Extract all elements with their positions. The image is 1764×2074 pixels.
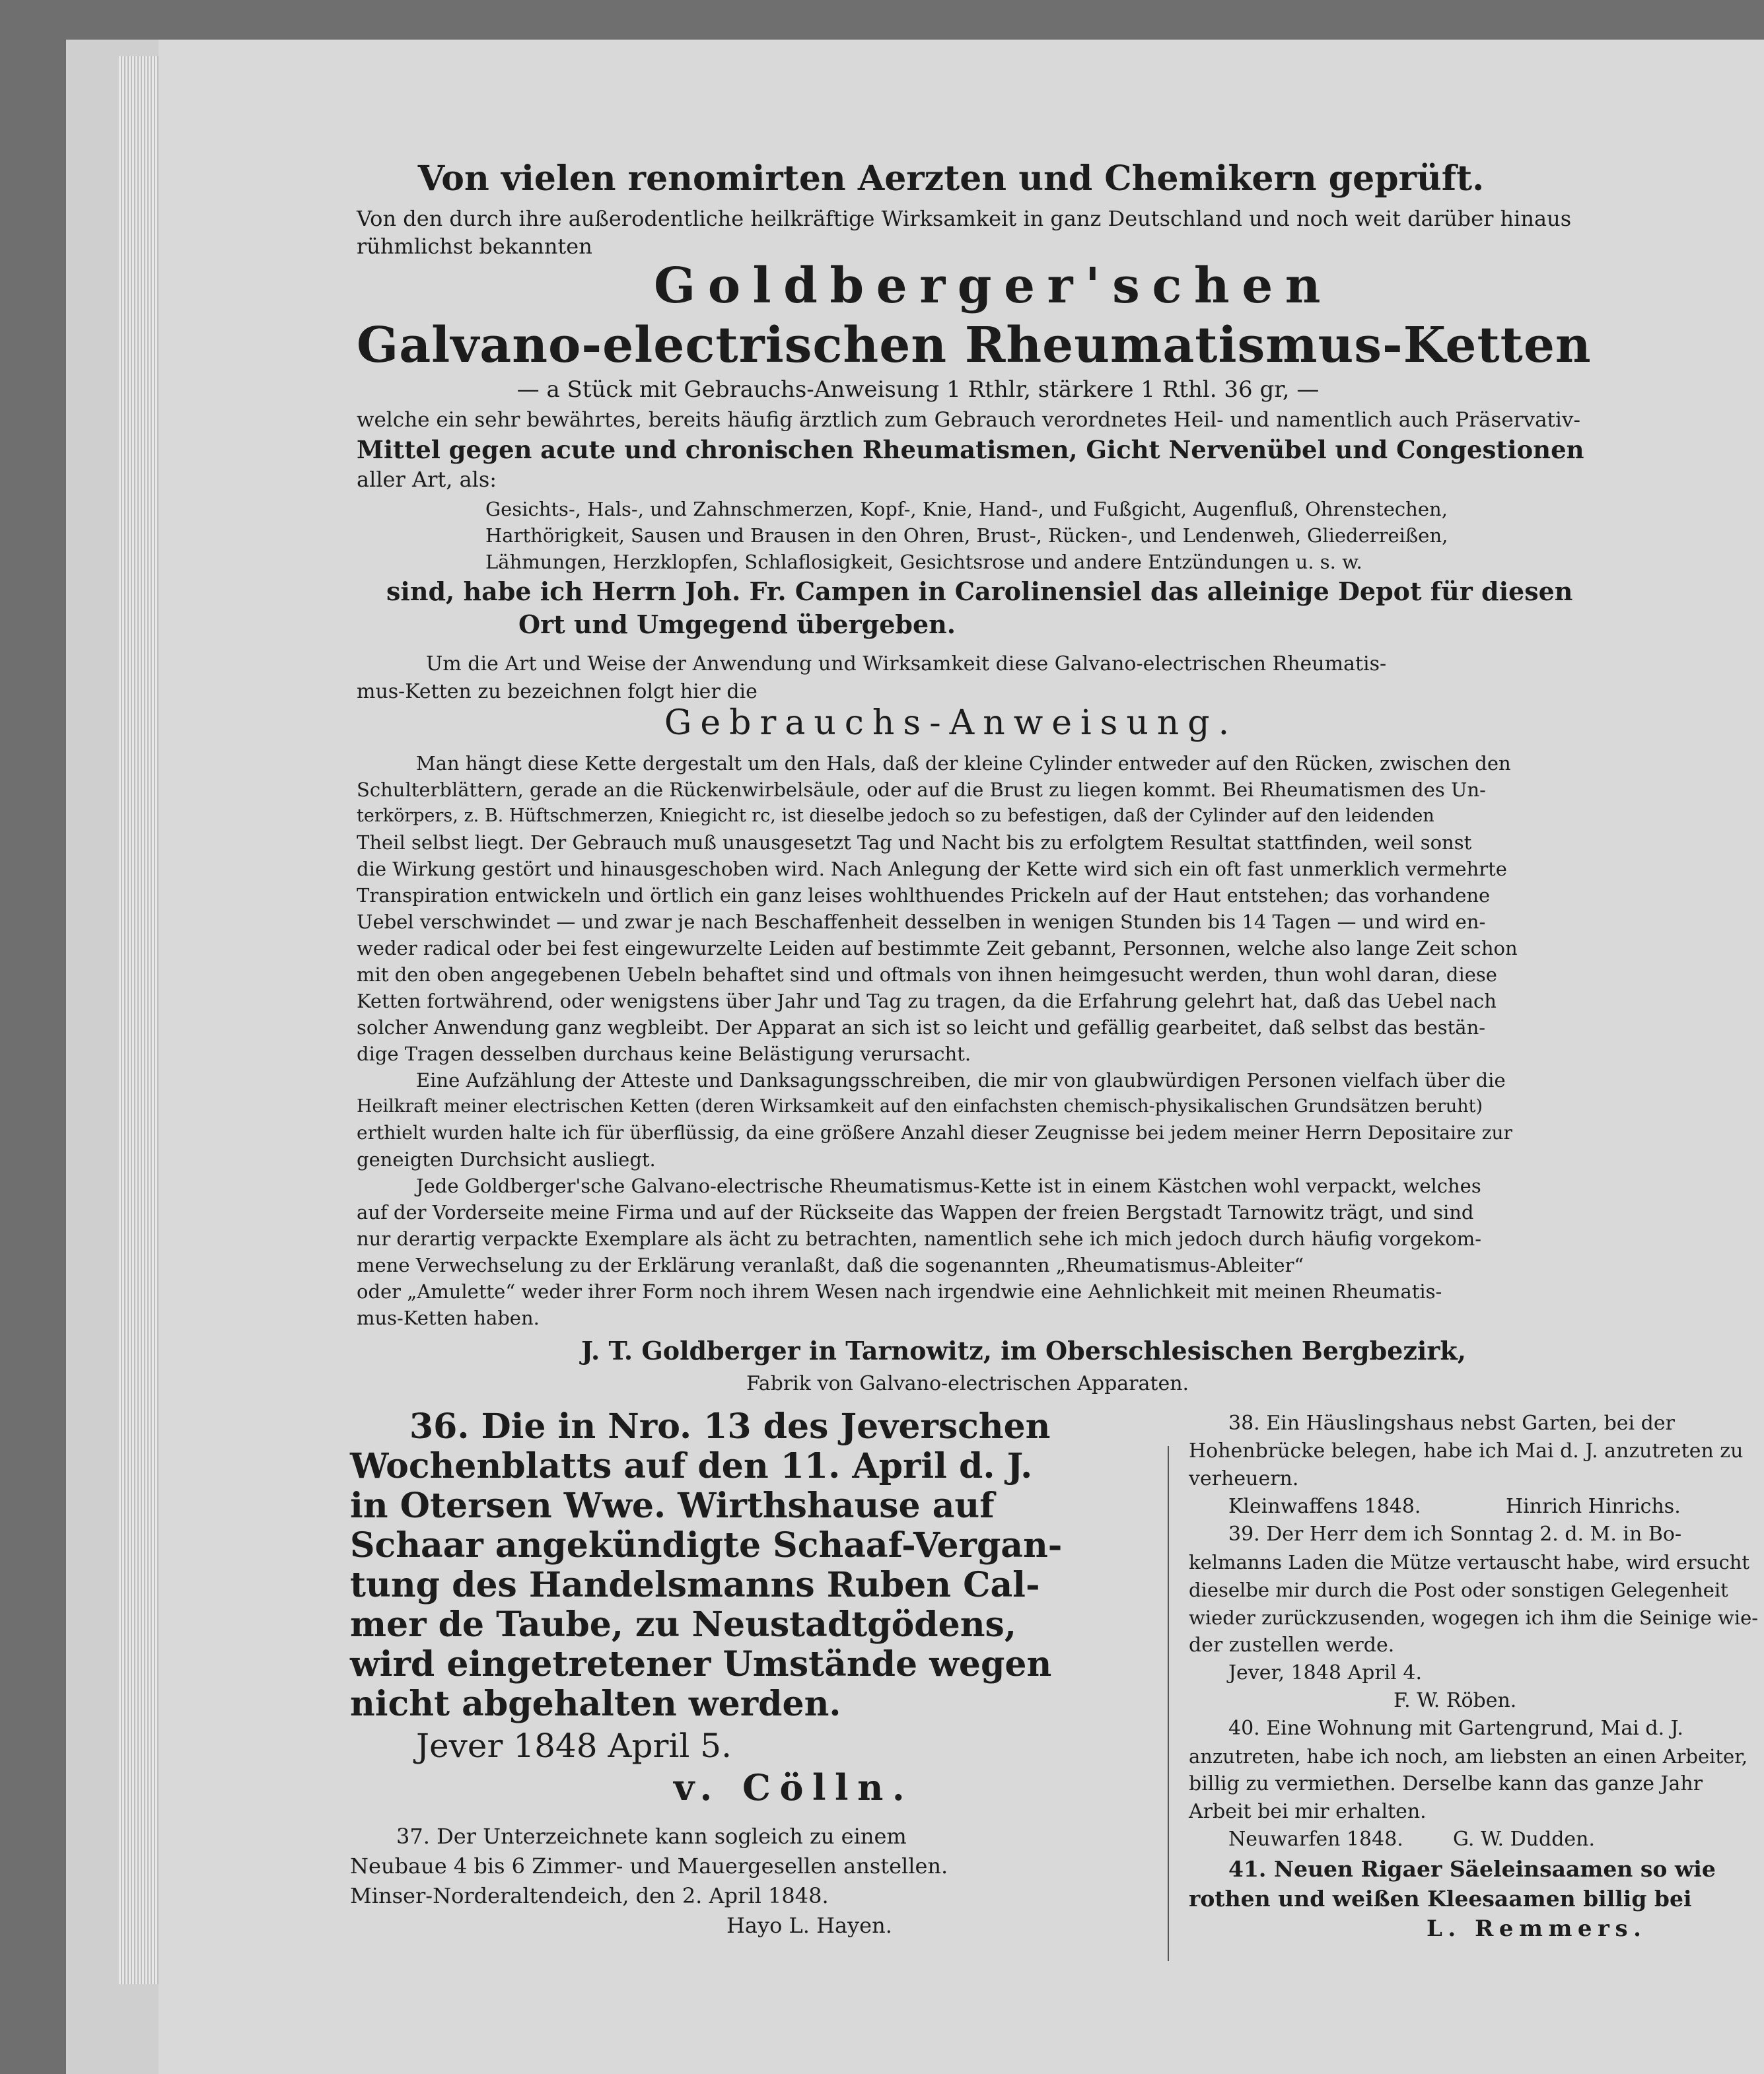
- headline: Von vielen renomirten Aerzten und Chemikern geprüft.: [417, 158, 1485, 199]
- packaging-line: oder „Amulette“ weder ihrer Form noch ihrem Wesen nach irgendwie eine Aehnlichkeit mit meinen Rheumatis-: [357, 1280, 1442, 1303]
- notice-40-line: billig zu vermiethen. Derselbe kann das ganze Jahr: [1189, 1772, 1703, 1795]
- depot-line-2: Ort und Umgegend übergeben.: [518, 609, 956, 639]
- packaging-line: auf der Vorderseite meine Firma und auf der Rückseite das Wappen der freien Bergstadt Tarnowitz trägt, und sind: [357, 1201, 1474, 1224]
- notice-39-line: dieselbe mir durch die Post oder sonstigen Gelegenheit: [1189, 1579, 1728, 1601]
- attest-line: erthielt wurden halte ich für überflüssig, da eine größere Anzahl dieser Zeugnisse bei jedem meiner Herrn Depositaire zur: [357, 1122, 1512, 1144]
- notice-40-line: anzutreten, habe ich noch, am liebsten an einen Arbeiter,: [1189, 1745, 1748, 1768]
- advertiser-signature: J. T. Goldberger in Tarnowitz, im Oberschlesischen Bergbezirk,: [581, 1336, 1466, 1365]
- usage-intro-line-1: Um die Art und Weise der Anwendung und Wirksamkeit diese Galvano-electrischen Rheumatis-: [426, 652, 1387, 675]
- advertiser-signature-sub: Fabrik von Galvano-electrischen Apparaten.: [746, 1372, 1189, 1395]
- usage-line: mit den oben angegebenen Uebeln behaftet sind und oftmals von ihnen heimgesucht werden, thun wohl daran, diese: [357, 963, 1497, 986]
- notice-37-line: Neubaue 4 bis 6 Zimmer- und Mauergesellen anstellen.: [350, 1853, 948, 1879]
- notice-38-line: Hohenbrücke belegen, habe ich Mai d. J. anzutreten zu: [1189, 1439, 1744, 1463]
- notice-38-place: Kleinwaffens 1848.: [1228, 1495, 1421, 1518]
- description-line-2: Mittel gegen acute und chronischen Rheumatismen, Gicht Nervenübel und Congestionen: [357, 435, 1584, 464]
- packaging-line: mus-Ketten haben.: [357, 1307, 540, 1329]
- notice-39-date: Jever, 1848 April 4.: [1228, 1661, 1423, 1684]
- usage-line: Transpiration entwickeln und örtlich ein ganz leises wohlthuendes Prickeln auf der Haut entstehen; das vorhandene: [357, 884, 1491, 907]
- notice-40-line: 40. Eine Wohnung mit Gartengrund, Mai d. J.: [1228, 1717, 1683, 1740]
- usage-line: Man hängt diese Kette dergestalt um den Hals, daß der kleine Cylinder entweder auf den Rücken, zwischen den: [416, 752, 1511, 775]
- newspaper-page: [159, 40, 1764, 2074]
- notice-38-line: 38. Ein Häuslingshaus nebst Garten, bei der: [1228, 1412, 1675, 1435]
- notice-36-line: in Otersen Wwe. Wirthshause auf: [350, 1486, 995, 1526]
- notice-36-line: Schaar angekündigte Schaaf-Vergan-: [350, 1525, 1063, 1566]
- product-name-1: Goldberger'schen: [654, 258, 1333, 314]
- description-line-1: welche ein sehr bewährtes, bereits häufig ärztlich zum Gebrauch verordnetes Heil- und namentlich auch Präservativ-: [357, 408, 1580, 432]
- notice-41-signature: L. Remmers.: [1427, 1916, 1647, 1942]
- attest-line: geneigten Durchsicht ausliegt.: [357, 1148, 656, 1171]
- notice-36-line: tung des Handelsmanns Ruben Cal-: [350, 1565, 1040, 1605]
- packaging-line: mene Verwechselung zu der Erklärung veranlaßt, daß die sogenannten „Rheumatismus-Ableiter“: [357, 1254, 1304, 1276]
- attest-line: Eine Aufzählung der Atteste und Danksagungsschreiben, die mir von glaubwürdigen Personen vielfach über die: [416, 1069, 1506, 1091]
- packaging-line: Jede Goldberger'sche Galvano-electrische Rheumatismus-Kette ist in einem Kästchen wohl verpackt, welches: [416, 1175, 1481, 1197]
- notice-36-line: nicht abgehalten werden.: [350, 1684, 841, 1724]
- notice-36-signature: v. Cölln.: [674, 1766, 914, 1809]
- column-divider: [1168, 1446, 1169, 1961]
- notice-36-date: Jever 1848 April 5.: [416, 1727, 732, 1765]
- notice-40-line: Arbeit bei mir erhalten.: [1189, 1800, 1427, 1823]
- usage-intro-line-2: mus-Ketten zu bezeichnen folgt hier die: [357, 680, 758, 703]
- notice-40-place: Neuwarfen 1848.: [1228, 1828, 1403, 1851]
- notice-36-line: Wochenblatts auf den 11. April d. J.: [350, 1446, 1033, 1486]
- notice-39-line: kelmanns Laden die Mütze vertauscht habe, wird ersucht: [1189, 1551, 1750, 1573]
- notice-38-line: verheuern.: [1189, 1467, 1299, 1490]
- description-line-3: aller Art, als:: [357, 467, 497, 492]
- notice-36-line: 36. Die in Nro. 13 des Jeverschen: [409, 1406, 1051, 1447]
- usage-line: weder radical oder bei fest eingewurzelte Leiden auf bestimmte Zeit gebannt, Personnen, welche also lange Zeit schon: [357, 937, 1518, 959]
- notice-39-signature: F. W. Röben.: [1394, 1689, 1517, 1712]
- notice-41-line: rothen und weißen Kleesaamen billig bei: [1189, 1886, 1692, 1912]
- usage-line: Uebel verschwindet — und zwar je nach Beschaffenheit desselben in wenigen Stunden bis 14 Tagen — und wird en-: [357, 911, 1486, 933]
- notice-36-line: mer de Taube, zu Neustadtgödens,: [350, 1605, 1016, 1645]
- ailments-line-3: Lähmungen, Herzklopfen, Schlaflosigkeit, Gesichtsrose und andere Entzündungen u. s. w.: [485, 551, 1362, 573]
- usage-line: Schulterblättern, gerade an die Rückenwirbelsäule, oder auf die Brust zu liegen kommt. Bei Rheumatismen des Un-: [357, 778, 1486, 801]
- notice-38-signature: Hinrich Hinrichs.: [1506, 1495, 1681, 1518]
- notice-39-line: der zustellen werde.: [1189, 1634, 1395, 1657]
- notice-37-line: Minser-Norderaltendeich, den 2. April 1848.: [350, 1883, 829, 1908]
- usage-line: Ketten fortwährend, oder wenigstens über Jahr und Tag zu tragen, da die Erfahrung gelehrt hat, daß das Uebel nach: [357, 990, 1497, 1012]
- notice-39-line: 39. Der Herr dem ich Sonntag 2. d. M. in Bo-: [1228, 1523, 1682, 1546]
- ailments-line-1: Gesichts-, Hals-, und Zahnschmerzen, Kopf-, Knie, Hand-, und Fußgicht, Augenfluß, Ohrenstechen,: [485, 498, 1448, 520]
- packaging-line: nur derartig verpackte Exemplare als ächt zu betrachten, namentlich sehe ich mich jedoch durch häufig vorgekom-: [357, 1227, 1482, 1250]
- notice-37-signature: Hayo L. Hayen.: [726, 1913, 892, 1938]
- usage-line: Theil selbst liegt. Der Gebrauch muß unausgesetzt Tag und Nacht bis zu erfolgtem Resultat stattfinden, weil sonst: [357, 831, 1472, 854]
- notice-39-line: wieder zurückzusenden, wogegen ich ihm die Seinige wie-: [1189, 1607, 1759, 1629]
- usage-line: dige Tragen desselben durchaus keine Belästigung verursacht.: [357, 1043, 971, 1065]
- notice-40-signature: G. W. Dudden.: [1453, 1828, 1596, 1851]
- intro-line-2: rühmlichst bekannten: [357, 234, 592, 259]
- page-stack-edge: [119, 56, 159, 1984]
- usage-line: die Wirkung gestört und hinausgeschoben wird. Nach Anlegung der Kette wird sich ein oft fast unmerklich vermehrte: [357, 858, 1507, 880]
- notice-41-line: 41. Neuen Rigaer Säeleinsaamen so wie: [1228, 1856, 1716, 1882]
- attest-line: Heilkraft meiner electrischen Ketten (deren Wirksamkeit auf den einfachsten chemisch-physikalischen Grundsätzen beruht): [357, 1096, 1483, 1117]
- product-name-2: Galvano-electrischen Rheumatismus-Ketten: [357, 317, 1592, 374]
- notice-37-line: 37. Der Unterzeichnete kann sogleich zu einem: [396, 1824, 907, 1849]
- intro-line-1: Von den durch ihre außerodentliche heilkräftige Wirksamkeit in ganz Deutschland und noch weit darüber hinaus: [357, 206, 1572, 231]
- notice-36-line: wird eingetretener Umstände wegen: [350, 1644, 1052, 1684]
- usage-line: solcher Anwendung ganz wegbleibt. Der Apparat an sich ist so leicht und gefällig gearbeitet, daß selbst das bestän-: [357, 1016, 1486, 1039]
- ailments-line-2: Harthörigkeit, Sausen und Brausen in den Ohren, Brust-, Rücken-, und Lendenweh, Gliederreißen,: [485, 524, 1448, 547]
- price-line: — a Stück mit Gebrauchs-Anweisung 1 Rthlr, stärkere 1 Rthl. 36 gr, —: [516, 376, 1320, 403]
- usage-line: terkörpers, z. B. Hüftschmerzen, Kniegicht rc, ist dieselbe jedoch so zu befestigen, daß der Cylinder auf den leidenden: [357, 806, 1434, 826]
- depot-line-1: sind, habe ich Herrn Joh. Fr. Campen in Carolinensiel das alleinige Depot für diesen: [386, 576, 1573, 606]
- usage-heading: Gebrauchs-Anweisung.: [664, 703, 1238, 743]
